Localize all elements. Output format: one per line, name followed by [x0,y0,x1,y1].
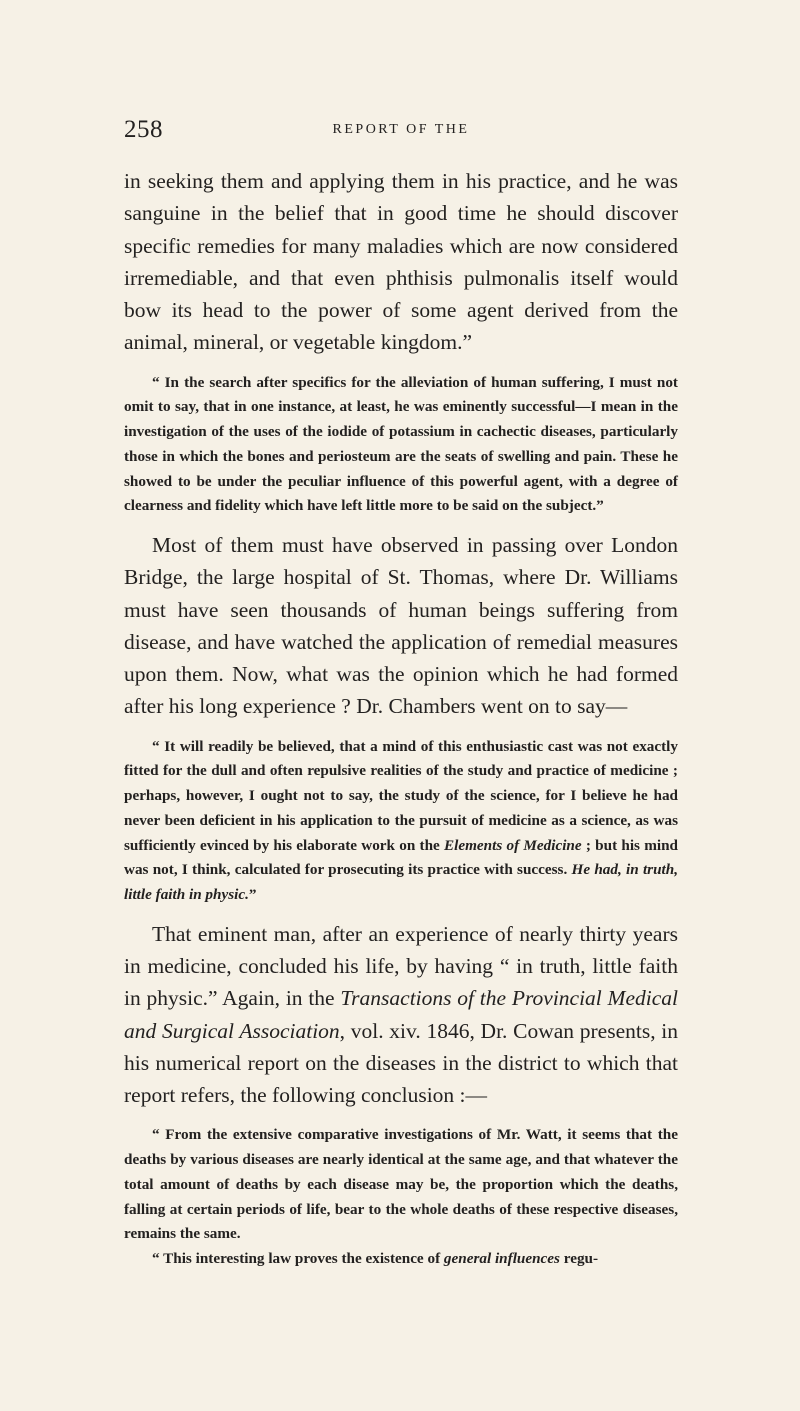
law-text-1: “ This interesting law proves the existence of [152,1250,444,1267]
book-title-elements: Elements of Medicine [444,836,582,854]
paragraph-london-bridge [124,529,678,723]
page-header [124,116,678,146]
quotation-watt: “ From the extensive comparative investigations of Mr. Watt, it seems that the deaths by various diseases are nearly identical at the same age, and that whatever the total amount of deaths by each disease may be, the proportion which the deaths, falling at certain periods of life, bear to the whole deaths of these respective diseases, remains the same. [124,1126,678,1243]
quotation-enthusiastic-mind [124,735,678,908]
paragraph-eminent-text-2: , vol. xiv. 1846, Dr. Cowan presents, in his numerical report on the diseases in the district to which that report refers, the following conclusion :— [124,1018,679,1108]
quotation-close-mark: ” [248,886,257,903]
quotation-text-1: “ It will readily be believed, that a mind of this enthusiastic cast was not exactly fitted for the dull and often repulsive realities of the study and practice of medicine ; perhaps, however, I ought not to say, the study of the science, for I believe he had never been deficient in his application to the pursuit of medicine as a science, as was sufficiently evinced by his elaborate work on the [124,737,678,854]
quotation-iodide: “ In the search after specifics for the alleviation of human suffering, I must not omit to say, that in one instance, at least, he was eminently successful—I mean in the investigation of the uses of the iodide of potassium in cachectic diseases, particularly those in which the bones and periosteum are the seats of swelling and pain. These he showed to be under the peculiar influence of this powerful agent, with a degree of clearness and fidelity which have left little more to be said on the subject.” [124,373,678,515]
quotation-text-2: ; but his mind was not, I think, calculated for prosecuting its practice with success. [124,836,678,879]
paragraph-continuation: in seeking them and applying them in his practice, and he was sanguine in the belief that in good time he should discover specific remedies for many maladies which are now considered irremediable, and that even phthisis pulmonalis itself would bow its head to the power of some agent derived from the animal, mineral, or vegetable kingdom.” [124,169,678,355]
running-title: REPORT OF THE [332,122,470,137]
paragraph-london-bridge-text: Most of them must have observed in passing over London Bridge, the large hospital of St. Thomas, where Dr. Williams must have seen thousands of human beings suffering from disease, and have watched the application of remedial measures upon them. Now, what was the opinion which he had formed after his long experience ? Dr. Chambers went on to say— [124,533,678,719]
journal-title-transactions: Transactions of the Provincial Medical and Surgical Association [124,986,678,1043]
italic-general-influences: general influences [443,1250,560,1267]
paragraph-eminent-text-1: That eminent man, after an experience of nearly thirty years in medicine, concluded his life, by having “ in truth, little faith in physic.” Again, in the [124,921,678,1011]
paragraph-eminent-man [124,918,678,1112]
page-number: 258 [124,116,163,143]
law-text-2: regu- [559,1250,599,1267]
quotation-interesting-law [124,1247,678,1272]
quotation-italic-faith: He had, in truth, little faith in physic. [124,861,678,903]
page-body [124,165,678,1272]
